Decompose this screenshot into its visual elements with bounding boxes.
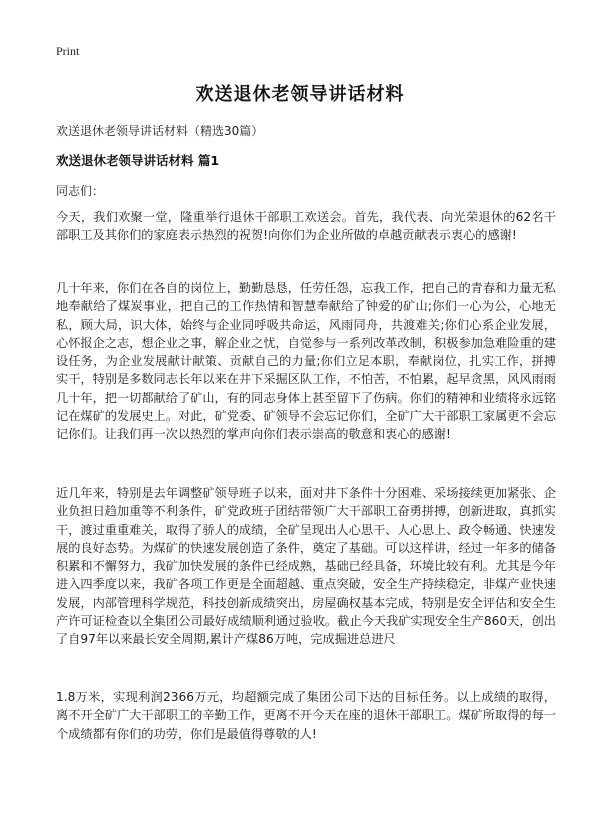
- document-subtitle: 欢送退休老领导讲话材料（精选30篇）: [56, 124, 264, 138]
- print-link[interactable]: Print: [56, 44, 80, 58]
- paragraph-recent-achievements: 近几年来，特别是去年调整矿领导班子以来，面对井下条件十分困难、采场接续更加紧张、企业负担日趋加重等不利条件，矿党政班子团结带领广大干部职工奋勇拼搏，创新进取，真抓实干，渡过重重难关，取得了骄人的成绩，全矿呈现出人心思干、人心思上、政令畅通、快速发展的良好态势。为煤矿的快速发展创造了条件，奠定了基础。可以这样讲，经过一年多的储备积累和不懈努力，我矿加快发展的条件已经成熟，基础已经具备，环境比较有利。尤其是今年进入四季度以来，我矿各项工作更是全面超越、重点突破，安全生产持续稳定，非煤产业快速发展，内部管理科学规范，科技创新成绩突出，房屋确权基本完成，特别是安全评估和安全生产许可证检查以全集团公司最好成绩顺利通过验收。截止今天我矿实现安全生产860天，创出了自97年以来最长安全周期,累计产煤86万吨，完成掘进总进尺: [56, 486, 556, 647]
- greeting-line: 同志们：: [56, 184, 105, 198]
- paragraph-results: 1.8万米，实现利润2366万元，均超额完成了集团公司下达的目标任务。以上成绩的取得，离不开全矿广大干部职工的辛勤工作，更离不开今天在座的退休干部职工。煤矿所取得的每一个成绩都有你们的功劳，你们是最值得尊敬的人!: [56, 690, 556, 741]
- paragraph-contributions: 几十年来，你们在各自的岗位上，勤勤恳恳，任劳任怨，忘我工作，把自己的青春和力量无私地奉献给了煤炭事业，把自己的工作热情和智慧奉献给了钟爱的矿山;你们一心为公，心地无私，顾大局，识大体，始终与企业同呼吸共命运，风雨同舟，共渡难关;你们心系企业发展，心怀报企之志，想企业之事，解企业之忧，自觉参与一系列改革改制，积极参加急难险重的建设任务，为企业发展献计献策、贡献自己的力量;你们立足本职，奉献岗位，扎实工作，拼搏实干，特别是多数同志长年以来在井下采掘区队工作，不怕苦，不怕累，起早贪黑，风风雨雨几十年，把一切都献给了矿山，有的同志身体上甚至留下了伤病。你们的精神和业绩将永远铭记在煤矿的发展史上。对此，矿党委、矿领导不会忘记你们，全矿广大干部职工家属更不会忘记你们。让我们再一次以热烈的掌声向你们表示崇高的敬意和衷心的感谢!: [56, 281, 556, 442]
- paragraph-opening: 今天，我们欢聚一堂，隆重举行退休干部职工欢送会。首先，我代表、向光荣退休的62名干部职工及其你们的家庭表示热烈的祝贺!向你们为企业所做的卓越贡献表示衷心的感谢!: [56, 210, 556, 243]
- section-heading: 欢送退休老领导讲话材料 篇1: [56, 153, 220, 168]
- document-title: 欢送退休老领导讲话材料: [195, 84, 405, 105]
